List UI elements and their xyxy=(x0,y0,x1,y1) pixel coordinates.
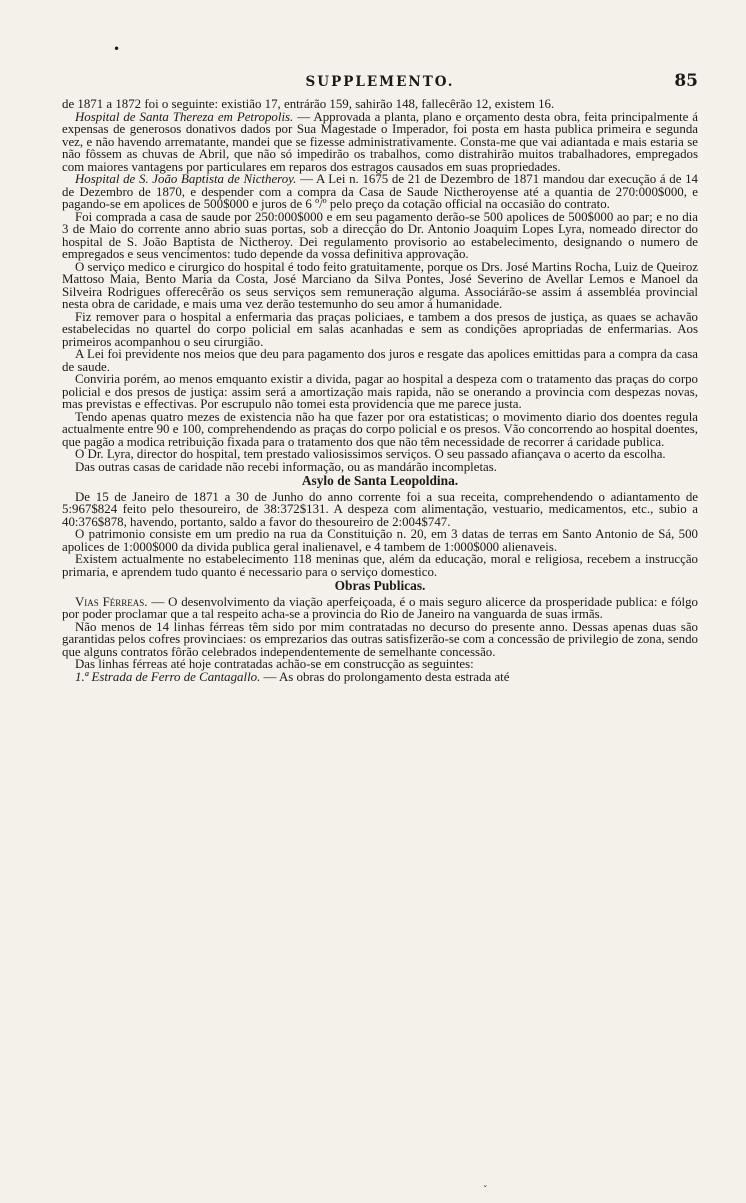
paragraph xyxy=(62,261,698,311)
paragraph-text: Existem actualmente no estabelecimento 118 meninas que, além da educação, moral e religiosa, recebem a instrucção primaria, e aprendem tudo quanto é necessario para o serviço domestico. xyxy=(62,552,698,579)
paragraph xyxy=(62,461,698,474)
paragraph-text: O patrimonio consiste em um predio na rua da Constituição n. 20, em 3 datas de terras em Santo Antonio de Sá, 500 apolices de 1:000$000 da divida publica geral inalienavel, e 4 tambem de 1:000$000 alienaveis. xyxy=(62,527,698,554)
paragraph-text: A Lei foi previdente nos meios que deu para pagamento dos juros e resgate das apolices emittidas para a compra da casa de saude. xyxy=(62,347,698,374)
paragraph-text: Não menos de 14 linhas férreas têm sido por mim contratadas no decurso do presente anno. Dessas apenas duas são garantidas pelos cofres provinciaes: os emprezarios das outras satisfizerão-se com a concessão de privilegio de zona, sendo que alguns contratos fôrão celebrados independentemente de semelhante concessão. xyxy=(62,619,698,659)
document-page xyxy=(62,71,699,684)
paragraph xyxy=(62,173,698,211)
paragraph-text: Tendo apenas quatro mezes de existencia não ha que fazer por ora estatisticas; o movimento diario dos doentes regula actualmente entre 90 e 100, comprehendendo as praças do corpo policial e os presos. Vão concorrendo ao hospital doentes, que pagão a modica retribuição fixada para o tratamento dos que não têm necessidade de recorrer á caridade publica. xyxy=(62,409,698,449)
paragraph-text: de 1871 a 1872 foi o seguinte: existião 17, entrárão 159, sahirão 148, fallecêrão 12, existem 16. xyxy=(62,97,555,111)
paragraph xyxy=(62,311,698,349)
paragraph xyxy=(62,348,698,373)
paragraph-text: Foi comprada a casa de saude por 250:000$000 e em seu pagamento derão-se 500 apolices de 500$000 ao par; e no dia 3 de Maio do corrente anno abrio suas portas, sob a direcção do Dr. Antonio Joaquim Lopes Lyra, nomeado director do hospital de S. João Baptista de Nictheroy. Dei regulamento provisorio ao estabelecimento, designando o numero de empregados e seus vencimentos: tudo depende da vossa definitiva approvação. xyxy=(62,209,698,261)
paragraph-lead: Vias Férreas. xyxy=(75,594,148,609)
section-heading: Asylo de Santa Leopoldina. xyxy=(301,473,459,488)
paragraph-lead: Hospital de Santa Thereza em Petropolis. xyxy=(75,109,294,124)
paragraph-text: — A Lei n. 1675 de 21 de Dezembro de 1871 mandou dar execução á de 14 de Dezembro de 1870, e despender com a compra da Casa de Saude Nictheroyense até a quantia de 270:000$000, e pagando-se em apolices de 500$000 e juros de 6 º/º pelo preço da cotação official na occasião do contrato. xyxy=(62,172,698,211)
paragraph xyxy=(62,528,698,553)
paragraph xyxy=(62,111,698,174)
paragraph-lead: Hospital de S. João Baptista de Nictheroy. xyxy=(75,172,297,186)
body-text xyxy=(62,98,698,683)
stray-dot: • xyxy=(113,42,121,56)
foot-mark: ˇ xyxy=(483,1186,488,1196)
paragraph xyxy=(62,671,698,684)
paragraph xyxy=(62,491,698,529)
paragraph xyxy=(62,621,698,659)
paragraph-text: Das outras casas de caridade não recebi informação, ou as mandárão incompletas. xyxy=(75,459,497,474)
paragraph-text: — As obras do prolongamento desta estrada até xyxy=(260,669,510,684)
paragraph-text: — O desenvolvimento da viação aperfeiçoada, é o mais seguro alicerce da prosperidade publica: e fólgo por poder proclamar que a tal respeito acha-se a provincia do Rio de Janeiro na vanguarda de suas irmãs. xyxy=(62,594,699,621)
paragraph xyxy=(62,596,698,621)
paragraph xyxy=(62,373,698,411)
paragraph-text: De 15 de Janeiro de 1871 a 30 de Junho do anno corrente foi a sua receita, comprehendendo o adiantamento de 5:967$824 feito pelo thesoureiro, de 38:372$131. A despeza com alimentação, vestuario, medicamentos, etc., subio a 40:376$878, havendo, portanto, saldo a favor do thesoureiro de 2:004$747. xyxy=(62,489,698,529)
paragraph-text: — Approvada a planta, plano e orçamento desta obra, feita principalmente á expensas de generosos donativos dados por Sua Magestade o Imperador, foi posta em hasta publica primeira e segunda vez, e não havendo arrematante, mandei que se fizesse administrativamente. Consta-me que vai adiantada e mais estaria se não fôssem as chuvas de Abril, que não só impedirão os trabalhos, como distrahirão muitos trabalhadores, empregados com maiores vantagens por particulares em reparos dos estragos causados em suas propriedades. xyxy=(62,109,698,174)
running-title: SUPPLEMENTO. xyxy=(305,74,455,90)
page-header xyxy=(62,71,698,98)
paragraph xyxy=(62,411,698,449)
paragraph-text: Conviria porém, ao menos emquanto existir a divida, pagar ao hospital a despeza com o tratamento das praças do corpo policial e dos presos de justiça: assim será a amortização mais rapida, não se onerando a provincia com despezas novas, mas previstas e effectivas. Por escrupulo não tomei esta providencia que me parece justa. xyxy=(62,372,698,411)
paragraph xyxy=(62,553,698,578)
paragraph-text: O Dr. Lyra, director do hospital, tem prestado valiosissimos serviços. O seu passado afiançava o acerto da escolha. xyxy=(75,447,666,461)
paragraph-lead: 1.ª Estrada de Ferro de Cantagallo. xyxy=(75,669,261,684)
paragraph-text: Das linhas férreas até hoje contratadas achão-se em construcção as seguintes: xyxy=(75,657,474,671)
paragraph-text: O serviço medico e cirurgico do hospital é todo feito gratuitamente, porque os Drs. José Martins Rocha, Luiz de Queiroz Mattoso Maia, Bento Maria da Costa, José Marciano da Silva Pontes, José Severino de Avellar Lemos e Manoel da Silveira Rodrigues offerecêrão os seus serviços sem remuneração alguma. Associárão-se assim á assembléa provincial nesta obra de caridade, e mais uma vez derão testemunho do seu amor á humanidade. xyxy=(62,259,698,311)
paragraph-text: Fiz remover para o hospital a enfermaria das praças policiaes, e tambem a dos presos de justiça, as quaes se achavão estabelecidas no quartel do corpo policial em salas acanhadas e sem as condições apropriadas de enfermarias. Aos primeiros acompanhou o seu cirurgião. xyxy=(62,309,698,349)
section-heading: Obras Publicas. xyxy=(334,578,426,593)
paragraph xyxy=(62,211,698,261)
page-number: 85 xyxy=(674,71,698,91)
